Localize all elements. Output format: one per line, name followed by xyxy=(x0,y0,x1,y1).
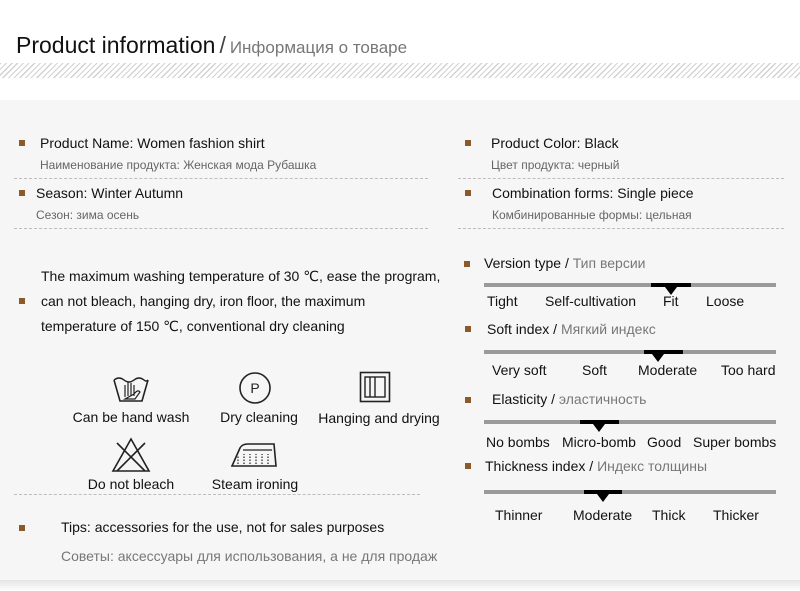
thickness-index-option: Moderate xyxy=(573,507,633,523)
washing-line: temperature of 150 ℃, conventional dry cleaning xyxy=(41,318,345,334)
dashed-divider xyxy=(14,178,428,179)
bullet-icon xyxy=(19,190,25,196)
soft-index-option: Soft xyxy=(582,362,607,378)
elasticity-pointer-icon xyxy=(593,424,605,432)
elasticity-title xyxy=(492,391,646,407)
version-type-option: Self-cultivation xyxy=(545,293,637,309)
soft-index-option: Too hard xyxy=(721,362,776,378)
thickness-index-title xyxy=(485,458,707,474)
info-panel xyxy=(0,100,800,580)
dashed-divider xyxy=(458,228,784,229)
elasticity-title-en: Elasticity xyxy=(492,391,548,407)
page-title-ru: Информация о товаре xyxy=(229,38,408,57)
bullet-icon xyxy=(464,261,470,267)
soft-index-pointer-icon xyxy=(652,354,664,362)
version-type-title-en: Version type xyxy=(484,255,562,271)
dry-cleaning-label: Dry cleaning xyxy=(220,409,298,425)
bullet-icon xyxy=(19,298,25,304)
bullet-icon xyxy=(465,326,471,332)
page-title xyxy=(16,32,407,59)
dashed-divider xyxy=(14,494,420,495)
soft-index-option: Very soft xyxy=(492,362,547,378)
tips-text: Tips: accessories for the use, not for sales purposes xyxy=(61,519,385,535)
thickness-index-pointer-icon xyxy=(597,494,609,502)
bullet-icon xyxy=(465,190,471,196)
title-separator: / xyxy=(551,391,556,407)
elasticity-option: Super bombs xyxy=(693,434,777,450)
title-separator: / xyxy=(553,321,558,337)
no-bleach-icon xyxy=(111,437,151,473)
no-bleach-label: Do not bleach xyxy=(87,476,175,492)
product-name-label-ru: Наименование продукта: Женская мода Рубашка xyxy=(40,158,317,172)
washing-instructions xyxy=(41,264,451,339)
bullet-icon xyxy=(19,525,25,531)
version-type-option: Tight xyxy=(487,293,518,309)
dry-cleaning-glyph: P xyxy=(250,380,260,396)
title-separator: / xyxy=(589,458,594,474)
elasticity-option: Micro-bomb xyxy=(562,434,636,450)
version-type-option: Fit xyxy=(663,293,679,309)
hanging-dry-label: Hanging and drying xyxy=(318,410,440,426)
thickness-index-option: Thicker xyxy=(713,507,759,523)
steam-iron-icon xyxy=(230,440,278,470)
season-label-ru: Сезон: зима осень xyxy=(36,208,140,222)
hand-wash-label: Can be hand wash xyxy=(72,409,190,425)
elasticity-option: Good xyxy=(647,434,682,450)
washing-line: can not bleach, hanging dry, iron floor, the maximum xyxy=(41,293,366,309)
title-separator: / xyxy=(219,32,226,58)
product-name-label: Product Name: Women fashion shirt xyxy=(40,135,265,151)
version-type-title xyxy=(484,255,645,271)
bottom-shadow xyxy=(0,580,800,591)
tips-text-ru: Советы: аксессуары для использования, а не для продаж xyxy=(61,548,438,564)
elasticity-title-ru: эластичность xyxy=(558,391,647,407)
soft-index-scale-track xyxy=(484,350,776,354)
thickness-index-option: Thick xyxy=(652,507,686,523)
soft-index-title xyxy=(487,321,656,337)
combination-label: Combination forms: Single piece xyxy=(492,185,694,201)
thickness-index-title-en: Thickness index xyxy=(485,458,586,474)
product-color-label: Product Color: Black xyxy=(491,135,619,151)
thickness-index-option: Thinner xyxy=(495,507,543,523)
soft-index-title-ru: Мягкий индекс xyxy=(560,321,656,337)
version-type-scale-track xyxy=(484,283,776,287)
elasticity-option: No bombs xyxy=(486,434,550,450)
hanging-dry-icon xyxy=(359,371,391,403)
bullet-icon xyxy=(465,463,471,469)
title-separator: / xyxy=(564,255,569,271)
thickness-index-scale-track xyxy=(484,490,776,494)
bullet-icon xyxy=(19,140,25,146)
elasticity-scale-track xyxy=(484,420,776,424)
page-title-en: Product information xyxy=(16,32,216,58)
product-color-label-ru: Цвет продукта: черный xyxy=(491,158,620,172)
bullet-icon xyxy=(465,397,471,403)
dashed-divider xyxy=(14,228,428,229)
hatched-divider xyxy=(0,63,800,78)
version-type-title-ru: Тип версии xyxy=(572,255,646,271)
combination-label-ru: Комбинированные формы: цельная xyxy=(492,208,692,222)
season-label: Season: Winter Autumn xyxy=(36,185,184,201)
hand-wash-icon xyxy=(111,370,151,404)
version-type-option: Loose xyxy=(706,293,745,309)
dry-cleaning-icon xyxy=(238,371,272,405)
dashed-divider xyxy=(458,178,784,179)
soft-index-option: Moderate xyxy=(638,362,698,378)
washing-line: The maximum washing temperature of 30 ℃, ease the program, xyxy=(41,268,441,284)
thickness-index-title-ru: Индекс толщины xyxy=(597,458,708,474)
steam-iron-label: Steam ironing xyxy=(211,476,299,492)
bullet-icon xyxy=(465,140,471,146)
soft-index-title-en: Soft index xyxy=(487,321,550,337)
